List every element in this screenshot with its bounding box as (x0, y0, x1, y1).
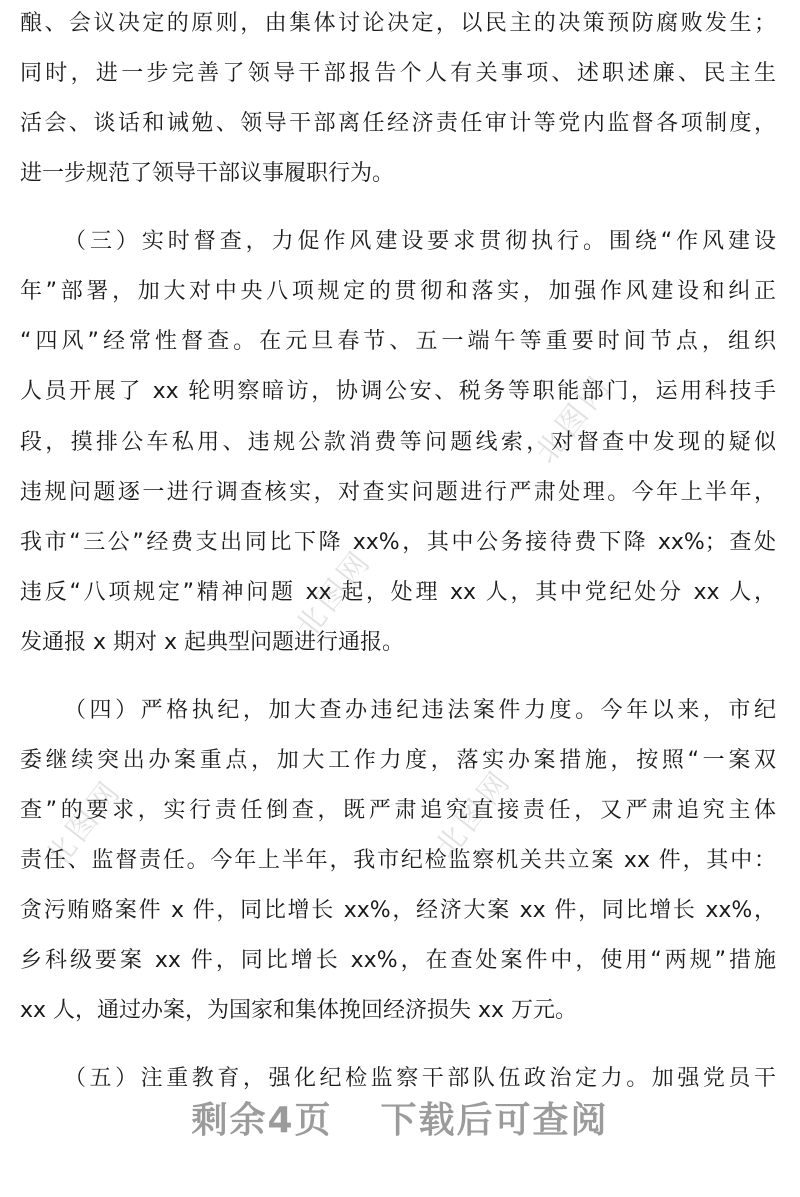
text-line: 人员开展了 xx 轮明察暗访，协调公安、税务等职能部门，运用科技手 (20, 379, 776, 404)
text-line: 贪污贿赂案件 x 件，同比增长 xx%，经济大案 xx 件，同比增长 xx%， (20, 898, 776, 923)
text-line: 责任、监督责任。今年上半年，我市纪检监察机关共立案 xx 件，其中： (20, 848, 776, 873)
watermark: 北图网 (428, 763, 519, 866)
text-line: 酿、会议决定的原则，由集体讨论决定，以民主的决策预防腐败发生； (20, 11, 776, 36)
text-line: “四风”经常性督查。在元旦春节、五一端午等重要时间节点，组织 (20, 329, 776, 354)
text-line: 违规问题逐一进行调查核实，对查实问题进行严肃处理。今年上半年， (20, 480, 776, 505)
download-prompt[interactable] (0, 1088, 800, 1154)
paragraph-heading-line: （三）实时督查，力促作风建设要求贯彻执行。围绕“作风建设 (64, 229, 776, 254)
paragraph-heading-line: （四）严格执纪，加大查办违纪违法案件力度。今年以来，市纪 (64, 698, 776, 723)
watermark: 北图网 (528, 368, 619, 471)
text-line: 段，摸排公车私用、违规公款消费等问题线索，对督查中发现的疑似 (20, 430, 776, 455)
text-line: 违反“八项规定”精神问题 xx 起，处理 xx 人，其中党纪处分 xx 人， (20, 580, 776, 605)
text-line: 年”部署，加大对中央八项规定的贯彻和落实，加强作风建设和纠正 (20, 279, 776, 304)
text-line: 委继续突出办案重点，加大工作力度，落实办案措施，按照“一案双 (20, 748, 776, 773)
watermark: 北图网 (288, 543, 379, 646)
text-line: 发通报 x 期对 x 起典型问题进行通报。 (20, 630, 405, 655)
remaining-pages-text: 剩余4页 (191, 1100, 333, 1141)
text-line: 我市“三公”经费支出同比下降 xx%，其中公务接待费下降 xx%；查处 (20, 530, 776, 555)
text-line: 乡科级要案 xx 件，同比增长 xx%，在查处案件中，使用“两规”措施 (20, 948, 776, 973)
paragraph-heading-line: （五）注重教育，强化纪检监察干部队伍政治定力。加强党员干 (64, 1066, 776, 1091)
text-line: 查”的要求，实行责任倒查，既严肃追究直接责任，又严肃追究主体 (20, 798, 776, 823)
text-line: 活会、谈话和诫勉、领导干部离任经济责任审计等党内监督各项制度， (20, 111, 776, 136)
watermark: 北图网 (38, 773, 129, 876)
text-line: 进一步规范了领导干部议事履职行为。 (20, 161, 395, 186)
download-to-view-text: 下载后可查阅 (380, 1100, 609, 1141)
text-line: 同时，进一步完善了领导干部报告个人有关事项、述职述廉、民主生 (20, 61, 776, 86)
text-line: xx 人，通过办案，为国家和集体挽回经济损失 xx 万元。 (20, 998, 578, 1023)
